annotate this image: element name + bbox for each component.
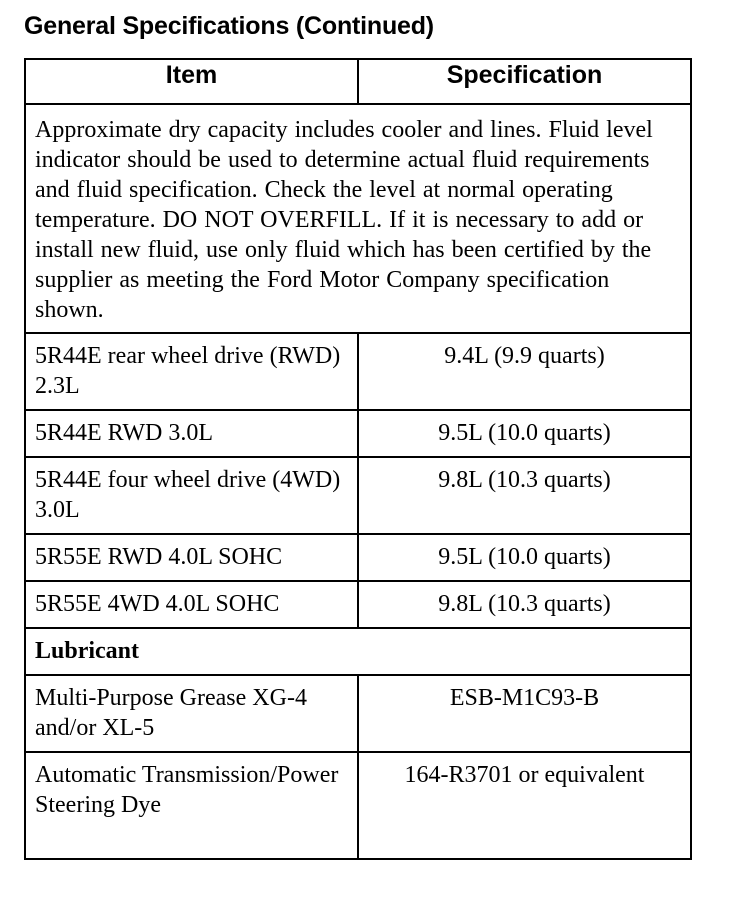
- table-row: [25, 410, 691, 457]
- column-header-item: Item: [25, 59, 358, 104]
- item-cell: 5R44E rear wheel drive (RWD) 2.3L: [25, 333, 358, 410]
- lubricant-section-header: Lubricant: [25, 628, 691, 675]
- item-cell: 5R44E RWD 3.0L: [25, 410, 358, 457]
- item-cell: 5R44E four wheel drive (4WD) 3.0L: [25, 457, 358, 534]
- spec-cell: ESB-M1C93-B: [358, 675, 691, 752]
- spec-cell: 9.8L (10.3 quarts): [358, 581, 691, 628]
- note-row: [25, 104, 691, 333]
- item-cell: 5R55E 4WD 4.0L SOHC: [25, 581, 358, 628]
- table-row: [25, 333, 691, 410]
- table-row: [25, 675, 691, 752]
- item-cell: Multi-Purpose Grease XG-4 and/or XL-5: [25, 675, 358, 752]
- spec-cell: 164-R3701 or equivalent: [358, 752, 691, 859]
- spec-cell: 9.5L (10.0 quarts): [358, 410, 691, 457]
- item-cell: 5R55E RWD 4.0L SOHC: [25, 534, 358, 581]
- table-row: [25, 534, 691, 581]
- spec-cell: 9.4L (9.9 quarts): [358, 333, 691, 410]
- spec-cell: 9.8L (10.3 quarts): [358, 457, 691, 534]
- table-header-row: [25, 59, 691, 104]
- section-row: [25, 628, 691, 675]
- table-row: [25, 752, 691, 859]
- capacity-note: Approximate dry capacity includes cooler and lines. Fluid level indicator should be used to determine actual fluid requirements and fluid specification. Check the level at normal operating temperature. DO NOT OVERFILL. If it is necessary to add or install new fluid, use only fluid which has been certified by the supplier as meeting the Ford Motor Company specification shown.: [25, 104, 691, 333]
- specifications-table: [24, 58, 692, 860]
- table-row: [25, 581, 691, 628]
- spec-cell: 9.5L (10.0 quarts): [358, 534, 691, 581]
- table-row: [25, 457, 691, 534]
- column-header-specification: Specification: [358, 59, 691, 104]
- item-cell: Automatic Transmission/Power Steering Dye: [25, 752, 358, 859]
- page-title: General Specifications (Continued): [24, 12, 434, 40]
